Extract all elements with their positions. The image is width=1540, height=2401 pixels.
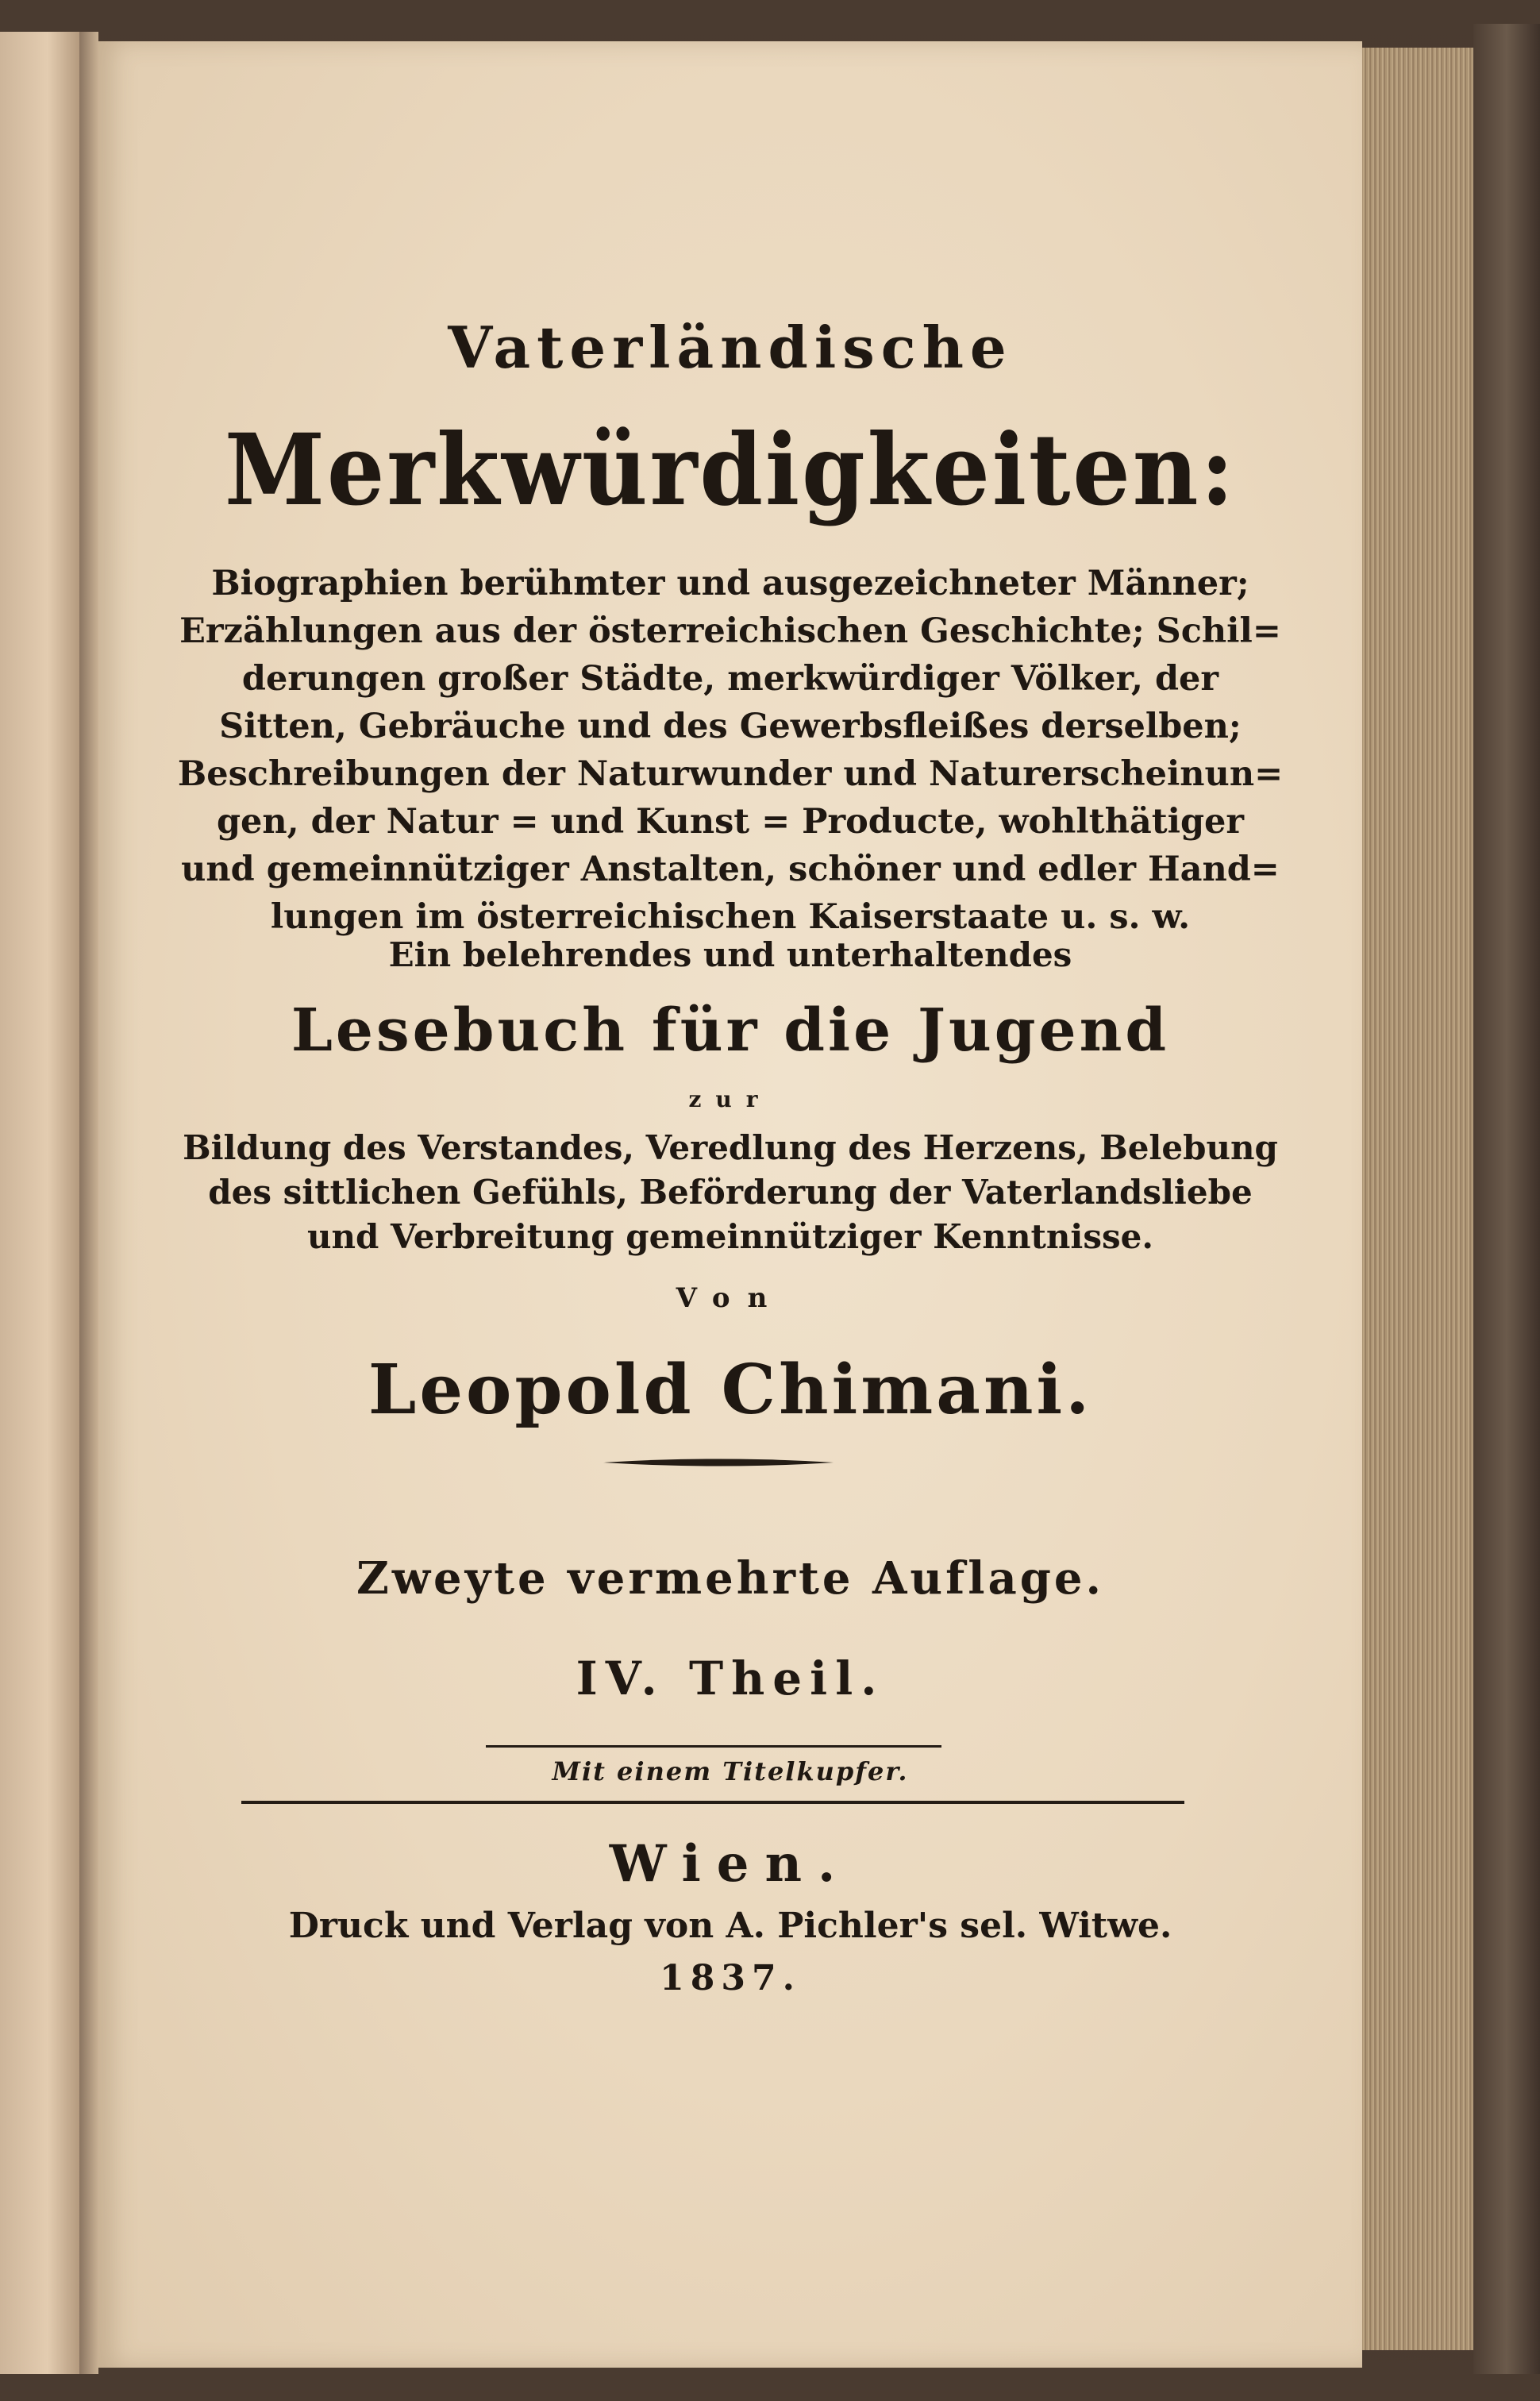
gutter: [79, 32, 98, 2374]
rule-top: [486, 1745, 941, 1748]
book-cover-edge: [1473, 24, 1540, 2374]
title-line-1: Vaterländische: [448, 314, 1013, 381]
lesebuch-heading: Lesebuch für die Jugend: [291, 996, 1170, 1065]
page-edges: [1362, 48, 1473, 2350]
title-line-2: Merkwürdigkeiten:: [224, 413, 1237, 528]
purpose-line: und Verbreitung gemeinnütziger Kenntnisse.: [306, 1217, 1154, 1256]
zur-line: zur: [688, 1086, 772, 1112]
facing-page-edge: [0, 32, 79, 2374]
imprint-publisher: Druck und Verlag von A. Pichler's sel. Witwe.: [288, 1906, 1172, 1946]
purpose: [98, 1126, 1362, 1259]
subtitle-line: gen, der Natur = und Kunst = Producte, wohlthätiger: [216, 802, 1245, 842]
plate-note: Mit einem Titelkupfer.: [552, 1756, 909, 1786]
subtitle-line: Beschreibungen der Naturwunder und Naturerscheinun=: [177, 754, 1284, 794]
subtitle: [98, 560, 1362, 941]
volume-line: IV. Theil.: [576, 1651, 885, 1705]
purpose-line: Bildung des Verstandes, Veredlung des Herzens, Belebung: [183, 1128, 1278, 1167]
purpose-line: des sittlichen Gefühls, Beförderung der Vaterlandsliebe: [208, 1173, 1253, 1212]
intro-line: Ein belehrendes und unterhaltendes: [388, 935, 1072, 974]
subtitle-line: und gemeinnütziger Anstalten, schöner und edler Hand=: [181, 850, 1280, 889]
ornament-rule: [603, 1457, 834, 1468]
imprint-city: Wien.: [609, 1834, 852, 1894]
rule-bottom: [241, 1801, 1184, 1804]
subtitle-line: Sitten, Gebräuche und des Gewerbsfleißes derselben;: [219, 707, 1242, 746]
von-line: Von: [676, 1282, 785, 1314]
subtitle-line: Biographien berühmter und ausgezeichneter Männer;: [211, 564, 1249, 603]
edition-line: Zweyte vermehrte Auflage.: [356, 1552, 1105, 1605]
subtitle-line: derungen großer Städte, merkwürdiger Völker, der: [241, 659, 1219, 699]
subtitle-line: Erzählungen aus der österreichischen Geschichte; Schil=: [179, 611, 1281, 651]
author-name: Leopold Chimani.: [368, 1350, 1093, 1430]
subtitle-line: lungen im österreichischen Kaiserstaate u. s. w.: [270, 897, 1191, 937]
imprint-year: 1837.: [660, 1958, 801, 1998]
